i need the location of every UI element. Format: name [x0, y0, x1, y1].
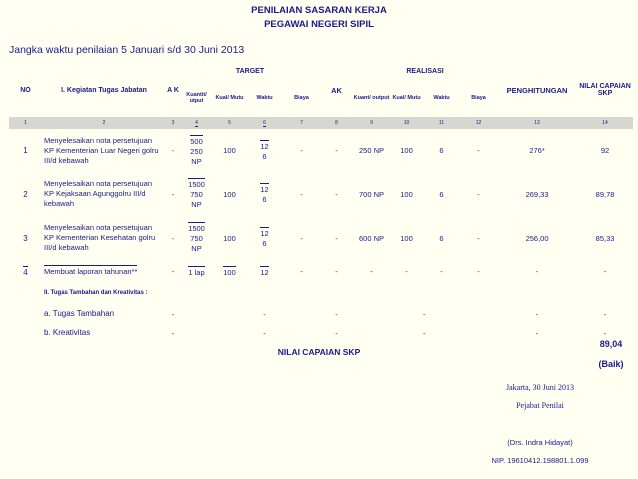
row-target-biaya: - — [300, 266, 303, 276]
sign-name: (Drs. Indra Hidayat) — [507, 438, 573, 447]
header-target: TARGET — [235, 67, 265, 75]
row-realisasi-kuantitas: 600 NP — [359, 233, 385, 243]
header-realisasi-kuantitas: Kuant/ output — [353, 95, 390, 101]
table-row — [9, 216, 633, 260]
kreativitas-realisasi: - — [423, 328, 426, 338]
row-penghitungan: 276* — [529, 146, 545, 155]
sign-role: Pejabat Penilai — [516, 401, 564, 410]
row-realisasi-waktu: 6 — [439, 189, 444, 199]
tambahan-realisasi: - — [423, 309, 426, 319]
row-ak-realisasi: - — [335, 233, 338, 243]
col-number: 14 — [577, 117, 633, 129]
col-number: 11 — [423, 117, 460, 129]
col-number: 3 — [166, 117, 180, 129]
kreativitas-ak-realisasi: - — [335, 328, 338, 338]
row-realisasi-kualitas: - — [405, 266, 408, 276]
row-no: 3 — [23, 233, 28, 243]
row-activity: Menyelesaikan nota persetujuan KP Kementerian Kesehatan golru III/d kebawah — [44, 223, 156, 252]
row-penghitungan: - — [535, 266, 539, 276]
row-target-waktu: 12 6 — [260, 141, 269, 161]
header-no: NO — [20, 86, 31, 94]
col-number: 10 — [390, 117, 423, 129]
row-target-biaya: - — [300, 233, 303, 243]
col-number: 9 — [353, 117, 390, 129]
skp-summary-label: NILAI CAPAIAN SKP — [277, 347, 361, 357]
row-target-kualitas: 100 — [223, 267, 236, 277]
row-realisasi-kuantitas: 250 NP — [359, 146, 385, 155]
tambahan-nilai: - — [603, 309, 607, 319]
tambahan-label: a. Tugas Tambahan — [44, 309, 115, 318]
row-penghitungan: 256,00 — [525, 233, 549, 243]
row-realisasi-waktu: 6 — [439, 233, 444, 243]
header-penghitungan: PENGHITUNGAN — [506, 85, 568, 95]
row-nilai: 85,33 — [595, 233, 615, 243]
row-realisasi-waktu: - — [440, 266, 443, 276]
column-number-row — [9, 117, 633, 129]
row-target-kuantitas: 1 lap — [188, 267, 205, 277]
table-row — [9, 129, 633, 172]
skp-score: 89,04 — [599, 339, 623, 349]
row-realisasi-waktu: 6 — [439, 146, 444, 155]
row-ak: - — [171, 233, 175, 243]
table-row — [9, 260, 633, 282]
header-nilai: NILAI CAPAIAN SKP — [579, 83, 631, 97]
row-realisasi-kuantitas: 700 NP — [359, 189, 385, 199]
row-nilai: - — [603, 266, 607, 276]
skp-grade: (Baik) — [598, 359, 624, 369]
table-row-tambahan — [9, 304, 633, 324]
row-no: 1 — [23, 146, 28, 155]
row-ak-realisasi: - — [335, 266, 338, 276]
row-realisasi-kualitas: 100 — [400, 146, 413, 155]
row-target-biaya: - — [300, 146, 303, 155]
row-realisasi-kualitas: 100 — [400, 233, 413, 243]
col-number: 12 — [460, 117, 497, 129]
kreativitas-penghitungan: - — [535, 328, 539, 338]
kreativitas-nilai: - — [603, 328, 607, 338]
kreativitas-target: - — [263, 328, 266, 338]
row-nilai: 89,78 — [595, 189, 615, 199]
row-ak: - — [171, 146, 175, 155]
kreativitas-ak: - — [171, 328, 175, 338]
tambahan-ak: - — [171, 309, 175, 319]
section-row — [9, 282, 633, 304]
row-target-waktu: 12 — [260, 267, 269, 277]
header-realisasi-waktu: Waktu — [433, 95, 450, 101]
row-target-waktu: 12 6 — [260, 185, 269, 204]
header-ak: A K — [167, 86, 179, 94]
tambahan-penghitungan: - — [535, 309, 539, 319]
section-title: II. Tugas Tambahan dan Kreativitas : — [44, 290, 148, 296]
row-activity: Membuat laporan tahunan** — [44, 267, 138, 276]
tambahan-target: - — [263, 309, 266, 319]
row-ak-realisasi: - — [335, 189, 338, 199]
kreativitas-label: b. Kreativitas — [44, 328, 91, 337]
row-ak: - — [171, 266, 175, 276]
row-target-kuantitas: 500 250 NP — [190, 136, 203, 166]
row-realisasi-biaya: - — [477, 189, 480, 199]
header-realisasi-kualitas: Kual/ Mutu — [392, 95, 421, 101]
header-target-biaya: Biaya — [294, 95, 309, 101]
row-realisasi-biaya: - — [477, 266, 480, 276]
skp-table — [9, 63, 633, 342]
col-number: 13 — [497, 117, 577, 129]
col-number: 1 — [9, 117, 42, 129]
row-realisasi-kualitas: 100 — [400, 189, 413, 199]
row-realisasi-kuantitas: - — [370, 266, 373, 276]
col-number: 4 — [180, 117, 213, 129]
table-row — [9, 172, 633, 216]
row-no: 4 — [23, 267, 28, 277]
header-activity: I. Kegiatan Tugas Jabatan — [61, 86, 147, 94]
row-target-kuantitas: 1500 750 NP — [188, 224, 205, 253]
row-realisasi-biaya: - — [477, 233, 480, 243]
row-nilai: 92 — [600, 146, 610, 155]
sign-place-date: Jakarta, 30 Juni 2013 — [506, 383, 574, 392]
tambahan-ak-realisasi: - — [335, 309, 338, 319]
header-target-kualitas: Kual/ Mutu — [215, 95, 244, 101]
col-number: 2 — [42, 117, 166, 129]
row-target-kualitas: 100 — [223, 189, 236, 199]
col-number: 6 — [246, 117, 283, 129]
row-target-kualitas: 100 — [223, 233, 236, 243]
header-target-waktu: Waktu — [256, 95, 273, 101]
row-activity: Menyelesaikan nota persetujuan KP Kementerian Luar Negeri golru III/d kebawah — [44, 135, 159, 165]
header-ak-realisasi: AK — [331, 85, 342, 95]
header-realisasi: REALISASI — [406, 67, 444, 75]
row-target-kualitas: 100 — [223, 146, 236, 155]
row-activity: Menyelesaikan nota persetujuan KP Kejaksaan Agunggolru III/d kebawah — [44, 179, 152, 208]
row-ak-realisasi: - — [335, 146, 338, 155]
table-row-kreativitas — [9, 324, 633, 342]
row-target-biaya: - — [300, 189, 303, 199]
page-title: PENILAIAN SASARAN KERJA — [251, 5, 387, 16]
row-target-kuantitas: 1500 750 NP — [188, 180, 205, 209]
row-target-waktu: 12 6 — [260, 229, 269, 248]
sign-nip: NIP. 19610412.198801.1.099 — [491, 456, 589, 465]
row-no: 2 — [23, 189, 28, 199]
row-realisasi-biaya: - — [477, 146, 480, 155]
page-subtitle: PEGAWAI NEGERI SIPIL — [264, 19, 374, 30]
col-number: 5 — [213, 117, 246, 129]
assessment-period: Jangka waktu penilaian 5 Januari s/d 30 Juni 2013 — [9, 44, 245, 56]
header-realisasi-biaya: Biaya — [471, 95, 486, 101]
col-number: 7 — [283, 117, 320, 129]
col-number: 8 — [320, 117, 353, 129]
header-target-kuantitas: Kuantit/ utput — [186, 92, 207, 104]
row-penghitungan: 269,33 — [525, 189, 549, 199]
row-ak: - — [171, 189, 175, 199]
